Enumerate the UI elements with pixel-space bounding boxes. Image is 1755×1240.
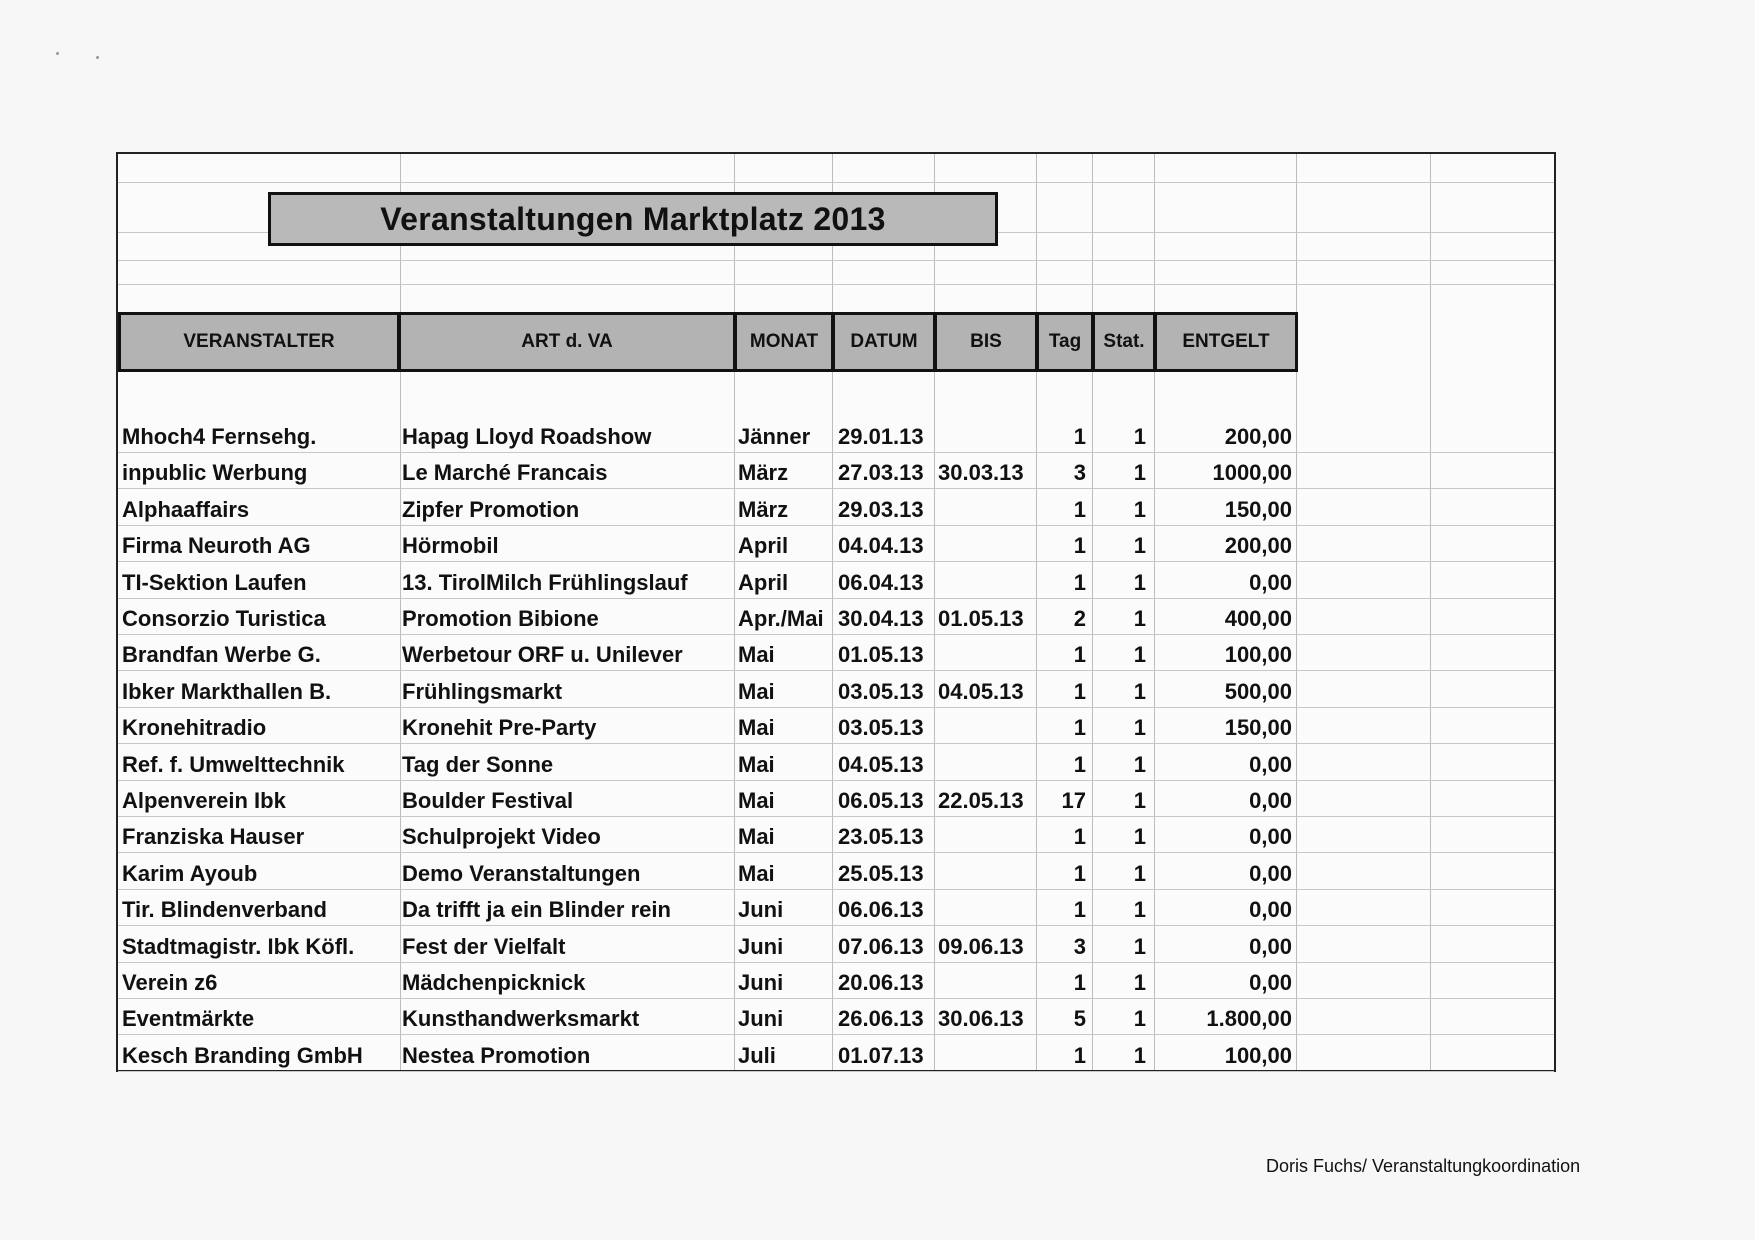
cell-entgelt: 100,00 [1224,1043,1292,1068]
cell-art: Schulprojekt Video [402,824,601,849]
cell-bis: 04.05.13 [938,679,1024,704]
cell-tag: 1 [1073,970,1086,995]
cell-monat: Mai [738,679,775,704]
table-row [118,1000,1298,1036]
cell-entgelt: 0,00 [1249,824,1292,849]
cell-bis [938,891,1032,927]
cell-tag: 1 [1073,752,1086,777]
cell-tag: 3 [1073,934,1086,959]
cell-bis: 30.06.13 [938,1006,1024,1031]
cell-stat: 1 [1133,606,1146,631]
cell-entgelt: 200,00 [1224,424,1292,449]
cell-stat: 1 [1133,897,1146,922]
col-header-bis: BIS [934,312,1038,372]
cell-entgelt: 150,00 [1224,497,1292,522]
cell-entgelt: 0,00 [1249,570,1292,595]
cell-art: Kronehit Pre-Party [402,715,597,740]
cell-bis [938,418,1032,454]
cell-datum: 06.06.13 [838,897,924,922]
cell-datum: 01.05.13 [838,642,924,667]
table-row [118,891,1298,927]
cell-tag: 3 [1073,460,1086,485]
cell-monat: Mai [738,715,775,740]
cell-monat: Juni [738,934,784,959]
cell-art: Werbetour ORF u. Unilever [402,642,683,667]
cell-art: Nestea Promotion [402,1043,591,1068]
cell-art: Boulder Festival [402,788,574,813]
cell-bis [938,1037,1032,1073]
cell-tag: 1 [1073,679,1086,704]
cell-tag: 1 [1073,715,1086,740]
cell-monat: Juni [738,1006,784,1031]
cell-stat: 1 [1133,1006,1146,1031]
table-row [118,746,1298,782]
cell-veranstalter: Consorzio Turistica [122,606,326,631]
table-row [118,454,1298,490]
cell-art: Frühlingsmarkt [402,679,563,704]
cell-entgelt: 0,00 [1249,861,1292,886]
col-header-datum: DATUM [832,312,936,372]
cell-tag: 17 [1061,788,1086,813]
cell-monat: März [738,497,789,522]
cell-stat: 1 [1133,970,1146,995]
cell-stat: 1 [1133,861,1146,886]
cell-entgelt: 500,00 [1224,679,1292,704]
table-row [118,491,1298,527]
cell-veranstalter: Franziska Hauser [122,824,305,849]
cell-entgelt: 100,00 [1224,642,1292,667]
cell-bis [938,527,1032,563]
cell-monat: Mai [738,824,775,849]
cell-stat: 1 [1133,533,1146,558]
cell-tag: 1 [1073,570,1086,595]
cell-veranstalter: Kronehitradio [122,715,267,740]
cell-veranstalter: Alpenverein Ibk [122,788,286,813]
cell-stat: 1 [1133,679,1146,704]
cell-entgelt: 400,00 [1224,606,1292,631]
cell-art: Zipfer Promotion [402,497,580,522]
table-row [118,418,1298,454]
cell-veranstalter: Tir. Blindenverband [122,897,327,922]
cell-datum: 04.05.13 [838,752,924,777]
cell-stat: 1 [1133,788,1146,813]
cell-art: 13. TirolMilch Frühlingslauf [402,570,688,595]
cell-datum: 23.05.13 [838,824,924,849]
cell-datum: 04.04.13 [838,533,924,558]
cell-veranstalter: Alphaaffairs [122,497,250,522]
col-header-tag: Tag [1036,312,1094,372]
cell-bis [938,818,1032,854]
cell-stat: 1 [1133,460,1146,485]
cell-stat: 1 [1133,570,1146,595]
table-row [118,673,1298,709]
cell-veranstalter: inpublic Werbung [122,460,308,485]
cell-monat: April [738,570,789,595]
cell-bis [938,964,1032,1000]
cell-datum: 06.04.13 [838,570,924,595]
cell-veranstalter: Eventmärkte [122,1006,255,1031]
cell-tag: 5 [1073,1006,1086,1031]
cell-bis [938,855,1032,891]
cell-stat: 1 [1133,424,1146,449]
table-row [118,709,1298,745]
cell-bis: 09.06.13 [938,934,1024,959]
cell-art: Tag der Sonne [402,752,554,777]
cell-tag: 1 [1073,533,1086,558]
cell-entgelt: 0,00 [1249,897,1292,922]
cell-bis [938,491,1032,527]
cell-bis [938,746,1032,782]
table-row [118,564,1298,600]
table-row [118,600,1298,636]
cell-entgelt: 150,00 [1224,715,1292,740]
cell-monat: April [738,533,789,558]
cell-veranstalter: Kesch Branding GmbH [122,1043,363,1068]
cell-art: Promotion Bibione [402,606,599,631]
cell-tag: 1 [1073,897,1086,922]
cell-datum: 20.06.13 [838,970,924,995]
cell-datum: 27.03.13 [838,460,924,485]
cell-stat: 1 [1133,824,1146,849]
col-header-veranstalter: VERANSTALTER [118,312,400,372]
cell-tag: 1 [1073,642,1086,667]
cell-monat: Mai [738,642,775,667]
cell-stat: 1 [1133,752,1146,777]
cell-veranstalter: Firma Neuroth AG [122,533,311,558]
cell-art: Le Marché Francais [402,460,608,485]
cell-datum: 29.03.13 [838,497,924,522]
col-header-stat: Stat. [1092,312,1156,372]
cell-bis [938,636,1032,672]
scan-speck [96,56,99,59]
cell-veranstalter: Karim Ayoub [122,861,258,886]
col-header-entgelt: ENTGELT [1154,312,1298,372]
cell-tag: 1 [1073,861,1086,886]
cell-datum: 29.01.13 [838,424,924,449]
cell-datum: 01.07.13 [838,1043,924,1068]
cell-entgelt: 0,00 [1249,752,1292,777]
cell-veranstalter: Mhoch4 Fernsehg. [122,424,317,449]
cell-datum: 25.05.13 [838,861,924,886]
cell-monat: Juli [738,1043,776,1068]
table-row [118,527,1298,563]
cell-stat: 1 [1133,497,1146,522]
cell-veranstalter: Stadtmagistr. Ibk Köfl. [122,934,355,959]
cell-veranstalter: Ref. f. Umwelttechnik [122,752,345,777]
cell-veranstalter: TI-Sektion Laufen [122,570,307,595]
cell-bis [938,709,1032,745]
cell-art: Hapag Lloyd Roadshow [402,424,652,449]
col-header-art: ART d. VA [398,312,736,372]
cell-tag: 1 [1073,424,1086,449]
cell-veranstalter: Verein z6 [122,970,218,995]
cell-bis: 30.03.13 [938,460,1024,485]
cell-tag: 2 [1073,606,1086,631]
cell-datum: 06.05.13 [838,788,924,813]
cell-tag: 1 [1073,824,1086,849]
cell-art: Kunsthandwerksmarkt [402,1006,640,1031]
spreadsheet [116,152,1556,1072]
table-row [118,636,1298,672]
cell-bis [938,564,1032,600]
cell-monat: Juni [738,970,784,995]
cell-tag: 1 [1073,1043,1086,1068]
cell-art: Da trifft ja ein Blinder rein [402,897,671,922]
scan-speck [56,52,59,55]
col-header-monat: MONAT [734,312,834,372]
cell-entgelt: 0,00 [1249,788,1292,813]
cell-datum: 03.05.13 [838,679,924,704]
cell-tag: 1 [1073,497,1086,522]
cell-stat: 1 [1133,1043,1146,1068]
cell-monat: März [738,460,789,485]
footer-author: Doris Fuchs/ Veranstaltungkoordination [1266,1156,1581,1176]
cell-monat: Mai [738,788,775,813]
cell-art: Hörmobil [402,533,499,558]
cell-datum: 07.06.13 [838,934,924,959]
cell-art: Mädchenpicknick [402,970,586,995]
table-row [118,1037,1298,1073]
cell-art: Fest der Vielfalt [402,934,566,959]
cell-entgelt: 1000,00 [1212,460,1292,485]
cell-entgelt: 200,00 [1224,533,1292,558]
cell-monat: Juni [738,897,784,922]
cell-monat: Mai [738,861,775,886]
cell-entgelt: 0,00 [1249,970,1292,995]
cell-bis: 01.05.13 [938,606,1024,631]
page-title: Veranstaltungen Marktplatz 2013 [268,192,998,246]
table-row [118,855,1298,891]
table-row [118,964,1298,1000]
cell-veranstalter: Brandfan Werbe G. [122,642,321,667]
cell-monat: Apr./Mai [738,606,824,631]
cell-monat: Jänner [738,424,811,449]
table-row [118,818,1298,854]
cell-stat: 1 [1133,934,1146,959]
cell-art: Demo Veranstaltungen [402,861,641,886]
cell-stat: 1 [1133,642,1146,667]
table-row [118,782,1298,818]
cell-entgelt: 1.800,00 [1206,1006,1292,1031]
cell-monat: Mai [738,752,775,777]
cell-entgelt: 0,00 [1249,934,1292,959]
cell-datum: 30.04.13 [838,606,924,631]
cell-datum: 03.05.13 [838,715,924,740]
table-row [118,928,1298,964]
cell-datum: 26.06.13 [838,1006,924,1031]
cell-stat: 1 [1133,715,1146,740]
cell-bis: 22.05.13 [938,788,1024,813]
cell-veranstalter: Ibker Markthallen B. [122,679,332,704]
